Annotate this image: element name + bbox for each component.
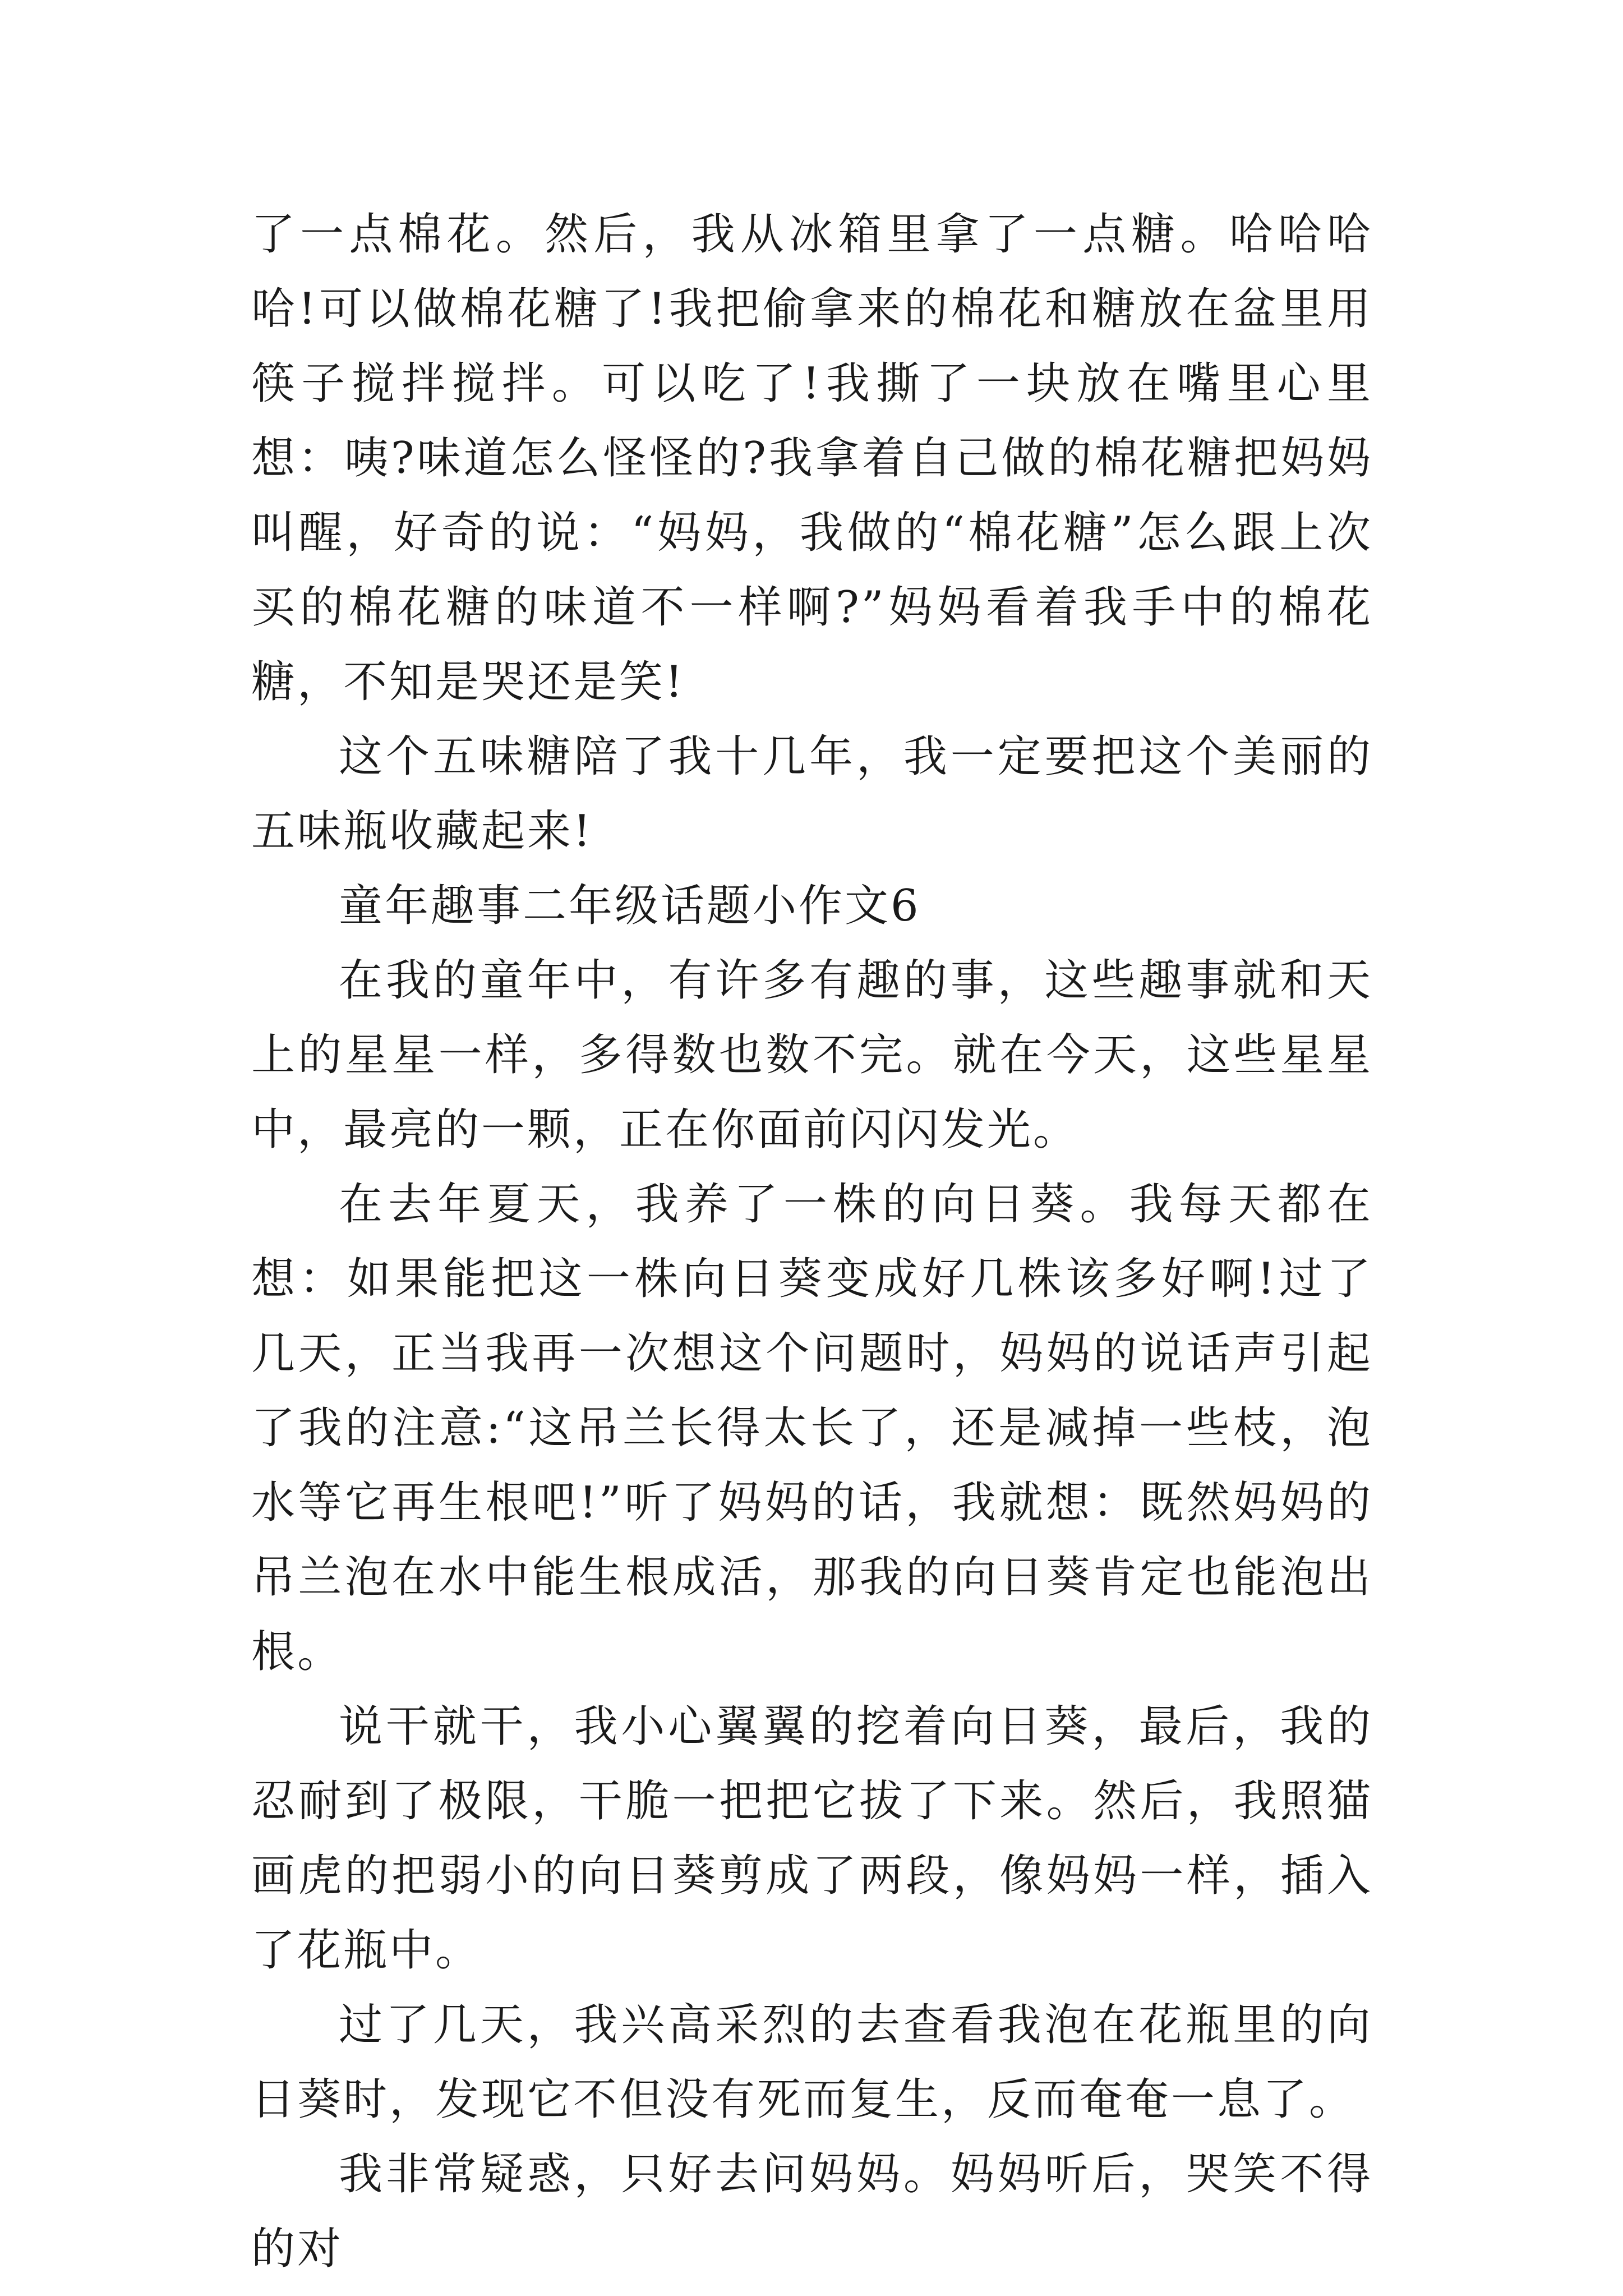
text-column: [251, 197, 1373, 2286]
paragraph-continuation: 了一点棉花。然后，我从冰箱里拿了一点糖。哈哈哈哈!可以做棉花糖了!我把偷拿来的棉花和糖放在盆里用筷子搅拌搅拌。可以吃了!我撕了一块放在嘴里心里想：咦?味道怎么怪怪的?我拿着自己做的棉花糖把妈妈叫醒，好奇的说：“妈妈，我做的“棉花糖”怎么跟上次买的棉花糖的味道不一样啊?”妈妈看着我手中的棉花糖，不知是哭还是笑!: [251, 209, 1373, 707]
paragraph-dying-sunflower: 过了几天，我兴高采烈的去查看我泡在花瓶里的向日葵时，发现它不但没有死而复生，反而奄奄一息了。: [251, 2000, 1373, 2125]
essay-title: 童年趣事二年级话题小作文6: [339, 881, 921, 931]
paragraph-sunflower: 在去年夏天，我养了一株的向日葵。我每天都在想：如果能把这一株向日葵变成好几株该多好啊!过了几天，正当我再一次想这个问题时，妈妈的说话声引起了我的注意:“这吊兰长得太长了，还是减掉一些枝，泡水等它再生根吧!”听了妈妈的话，我就想：既然妈妈的吊兰泡在水中能生根成活，那我的向日葵肯定也能泡出根。: [251, 1179, 1373, 1677]
paragraph-ask-mother: 我非常疑惑，只好去问妈妈。妈妈听后，哭笑不得的对: [251, 2149, 1373, 2274]
paragraph-five-flavor-candy: 这个五味糖陪了我十几年，我一定要把这个美丽的五味瓶收藏起来!: [251, 731, 1373, 857]
paragraph-stars: 在我的童年中，有许多有趣的事，这些趣事就和天上的星星一样，多得数也数不完。就在今天，这些星星中，最亮的一颗，正在你面前闪闪发光。: [251, 955, 1373, 1155]
paragraph-cut-sunflower: 说干就干，我小心翼翼的挖着向日葵，最后，我的忍耐到了极限，干脆一把把它拔了下来。然后，我照猫画虎的把弱小的向日葵剪成了两段，像妈妈一样，插入了花瓶中。: [251, 1701, 1373, 1976]
